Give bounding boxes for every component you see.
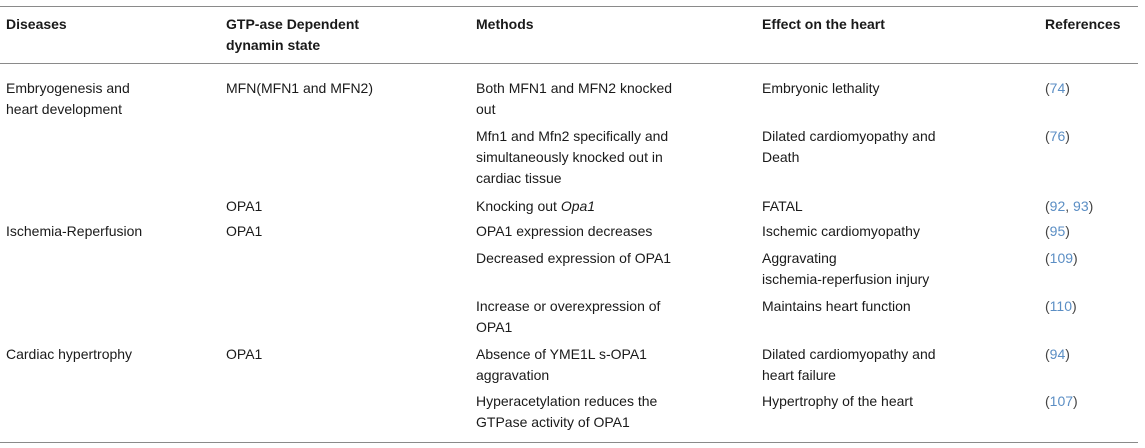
table-cell-reference <box>1045 221 1140 242</box>
table-cell-method <box>476 126 736 189</box>
cell-text: Dilated cardiomyopathy and <box>762 346 936 362</box>
cell-text: aggravation <box>476 367 550 383</box>
header-bottom-rule <box>0 63 1138 64</box>
table-cell-method <box>476 78 736 120</box>
reference-link[interactable]: 110 <box>1049 298 1072 314</box>
header-methods: Methods <box>476 16 534 32</box>
cell-text: heart failure <box>762 367 836 383</box>
reference-link[interactable]: 76 <box>1049 128 1066 144</box>
cell-text: Hyperacetylation reduces the <box>476 393 658 409</box>
table-cell-reference <box>1045 391 1140 412</box>
header-gtpase-line2: dynamin state <box>226 37 321 53</box>
table-cell-effect: Embryonic lethality <box>762 80 880 96</box>
cell-text: ) <box>1065 223 1070 239</box>
cell-text: ( <box>1045 250 1050 266</box>
table-cell-reference <box>1045 296 1140 317</box>
table-cell-disease <box>6 78 216 120</box>
cell-text: Death <box>762 149 800 165</box>
cell-text: ( <box>1045 223 1050 239</box>
reference-link[interactable]: 107 <box>1049 393 1074 409</box>
table-cell-disease: Ischemia-Reperfusion <box>6 223 143 239</box>
cell-text: out <box>476 101 496 117</box>
gene-name-italic: Opa1 <box>560 198 596 214</box>
table-cell-effect: FATAL <box>762 198 803 214</box>
table-cell-reference <box>1045 344 1140 365</box>
table-cell-state: MFN(MFN1 and MFN2) <box>226 80 374 96</box>
table-cell-state: OPA1 <box>226 346 263 362</box>
cell-text: ( <box>1045 298 1050 314</box>
cell-text: Mfn1 and Mfn2 specifically and <box>476 128 669 144</box>
cell-text: OPA1 <box>476 319 513 335</box>
reference-link[interactable]: 109 <box>1049 250 1074 266</box>
cell-text: cardiac tissue <box>476 170 562 186</box>
cell-text: ) <box>1073 250 1078 266</box>
table-bottom-rule <box>0 442 1138 443</box>
table-cell-method: Decreased expression of OPA1 <box>476 250 672 266</box>
reference-link[interactable]: 94 <box>1049 346 1066 362</box>
cell-text: Both MFN1 and MFN2 knocked <box>476 80 673 96</box>
table-cell-reference <box>1045 126 1140 147</box>
table-cell-reference <box>1045 248 1140 269</box>
cell-text: ( <box>1045 80 1050 96</box>
table-cell-effect <box>762 126 1002 168</box>
table-cell-effect: Ischemic cardiomyopathy <box>762 223 920 239</box>
table-cell-method <box>476 296 736 338</box>
header-gtpase-state <box>226 14 456 56</box>
table-cell-effect: Maintains heart function <box>762 298 911 314</box>
cell-text: ischemia-reperfusion injury <box>762 271 930 287</box>
table-cell-effect <box>762 344 1002 386</box>
table-cell-method: OPA1 expression decreases <box>476 223 653 239</box>
reference-link[interactable]: 93 <box>1073 198 1089 214</box>
cell-text: ) <box>1088 198 1094 214</box>
cell-text: , <box>1065 198 1074 214</box>
table-cell-state: OPA1 <box>226 198 263 214</box>
cell-text: ) <box>1065 128 1070 144</box>
table-cell-method <box>476 391 736 433</box>
reference-link[interactable]: 74 <box>1049 80 1066 96</box>
cell-text: Knocking out <box>476 198 561 214</box>
table-cell-reference <box>1045 196 1140 217</box>
table-cell-method <box>476 344 736 386</box>
header-references: References <box>1045 16 1121 32</box>
cell-text: ) <box>1073 393 1078 409</box>
cell-text: ( <box>1045 198 1050 214</box>
cell-text: ( <box>1045 128 1050 144</box>
header-effect: Effect on the heart <box>762 16 885 32</box>
cell-text: ) <box>1065 80 1070 96</box>
cell-text: ) <box>1065 346 1070 362</box>
cell-text: Aggravating <box>762 250 837 266</box>
cell-text: Embryogenesis and <box>6 80 130 96</box>
cell-text: ( <box>1045 346 1050 362</box>
table-cell-disease: Cardiac hypertrophy <box>6 346 133 362</box>
reference-link[interactable]: 95 <box>1049 223 1066 239</box>
reference-link[interactable]: 92 <box>1049 198 1066 214</box>
cell-text: Increase or overexpression of <box>476 298 661 314</box>
table-cell-method <box>476 196 736 217</box>
header-gtpase-line1: GTP-ase Dependent <box>226 16 360 32</box>
table-cell-effect <box>762 248 1002 290</box>
cell-text: ( <box>1045 393 1050 409</box>
cell-text: GTPase activity of OPA1 <box>476 414 630 430</box>
header-diseases: Diseases <box>6 16 67 32</box>
cell-text: ) <box>1072 298 1077 314</box>
cell-text: Dilated cardiomyopathy and <box>762 128 936 144</box>
cell-text: simultaneously knocked out in <box>476 149 663 165</box>
cell-text: Absence of YME1L s-OPA1 <box>476 346 647 362</box>
table-cell-effect: Hypertrophy of the heart <box>762 393 913 409</box>
table-cell-reference <box>1045 78 1140 99</box>
table-cell-state: OPA1 <box>226 223 263 239</box>
table-top-rule <box>0 6 1138 7</box>
cell-text: heart development <box>6 101 122 117</box>
